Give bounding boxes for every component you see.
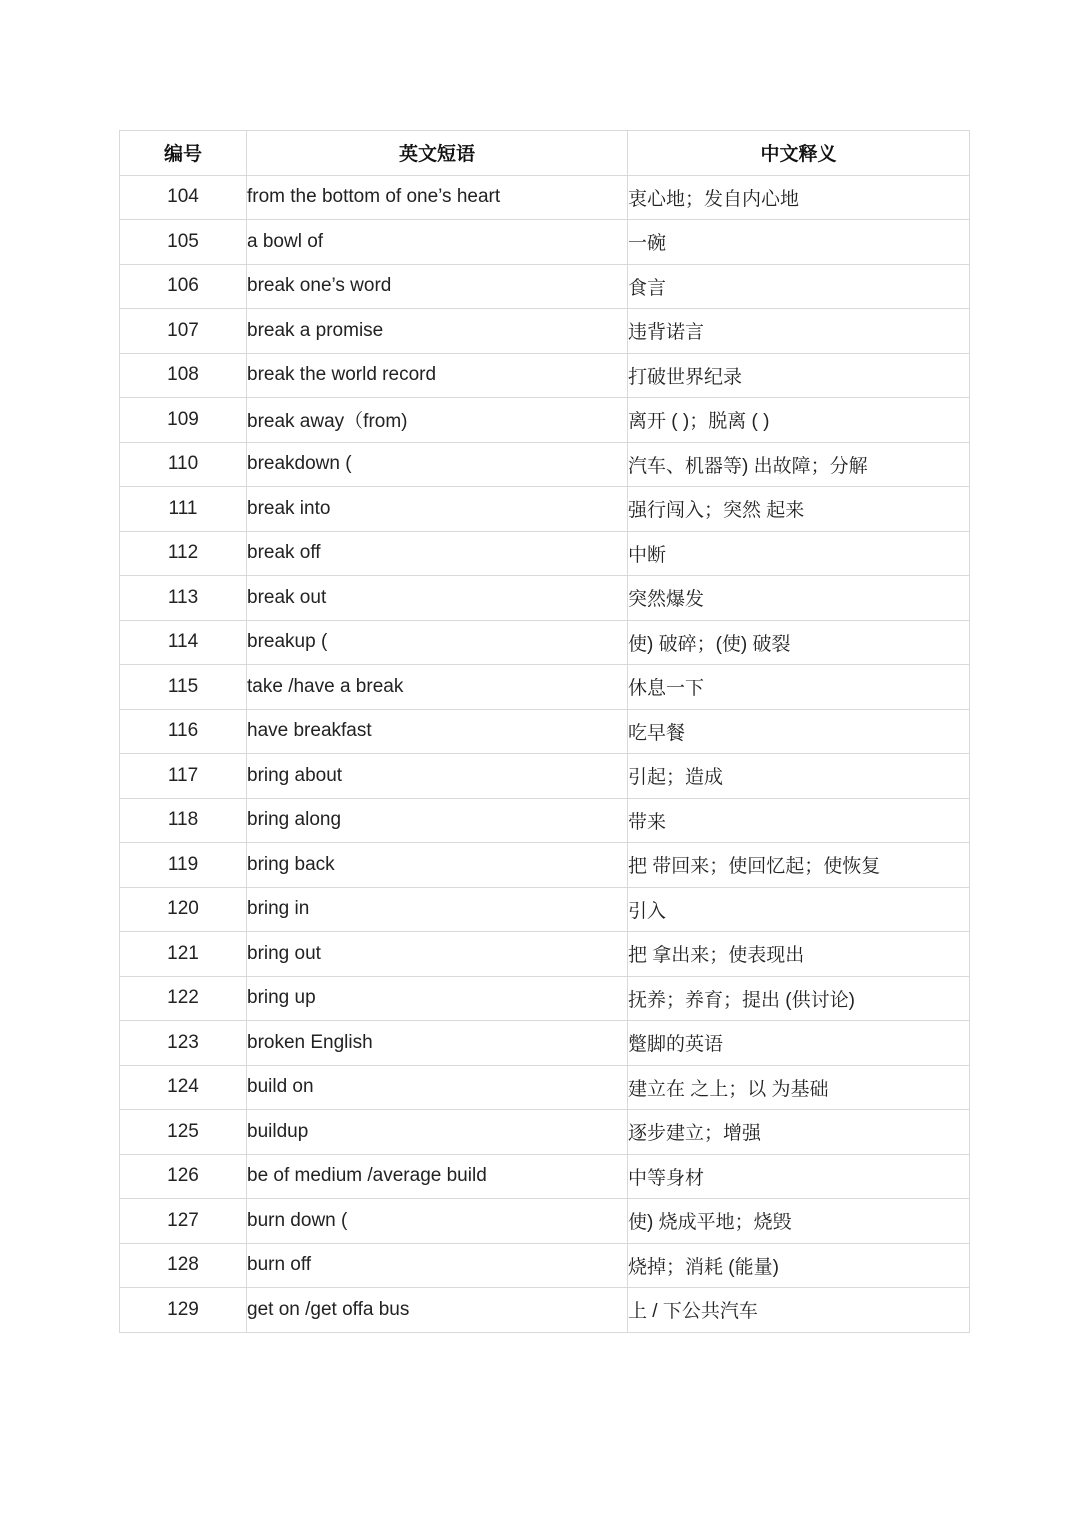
chinese-meaning: 蹩脚的英语 [628, 1021, 970, 1066]
header-chinese-meaning: 中文释义 [628, 131, 970, 176]
english-phrase: break the world record [247, 353, 628, 398]
chinese-meaning: 烧掉；消耗 (能量) [628, 1243, 970, 1288]
english-phrase: break away（from) [247, 398, 628, 443]
row-number: 115 [120, 665, 247, 710]
chinese-meaning: 逐步建立；增强 [628, 1110, 970, 1155]
table-row [120, 1199, 970, 1244]
chinese-meaning: 抚养；养育；提出 (供讨论) [628, 976, 970, 1021]
english-phrase: burn off [247, 1243, 628, 1288]
table-row [120, 887, 970, 932]
english-phrase: breakdown ( [247, 442, 628, 487]
table-row [120, 843, 970, 888]
table-row [120, 353, 970, 398]
table-row [120, 487, 970, 532]
chinese-meaning: 中等身材 [628, 1154, 970, 1199]
row-number: 123 [120, 1021, 247, 1066]
row-number: 128 [120, 1243, 247, 1288]
english-phrase: break off [247, 531, 628, 576]
row-number: 117 [120, 754, 247, 799]
chinese-meaning: 突然爆发 [628, 576, 970, 621]
english-phrase: a bowl of [247, 220, 628, 265]
chinese-meaning: 食言 [628, 264, 970, 309]
row-number: 110 [120, 442, 247, 487]
english-phrase: build on [247, 1065, 628, 1110]
vocabulary-table [119, 130, 970, 1333]
chinese-meaning: 把 拿出来；使表现出 [628, 932, 970, 977]
chinese-meaning: 引起；造成 [628, 754, 970, 799]
english-phrase: bring about [247, 754, 628, 799]
row-number: 116 [120, 709, 247, 754]
chinese-meaning: 离开 ( )；脱离 ( ) [628, 398, 970, 443]
row-number: 120 [120, 887, 247, 932]
table-row [120, 398, 970, 443]
chinese-meaning: 违背诺言 [628, 309, 970, 354]
english-phrase: break one’s word [247, 264, 628, 309]
table-row [120, 220, 970, 265]
row-number: 113 [120, 576, 247, 621]
row-number: 124 [120, 1065, 247, 1110]
table-row [120, 1021, 970, 1066]
english-phrase: bring out [247, 932, 628, 977]
english-phrase: break a promise [247, 309, 628, 354]
english-phrase: have breakfast [247, 709, 628, 754]
row-number: 112 [120, 531, 247, 576]
chinese-meaning: 建立在 之上；以 为基础 [628, 1065, 970, 1110]
header-number: 编号 [120, 131, 247, 176]
table-row [120, 1288, 970, 1333]
english-phrase: buildup [247, 1110, 628, 1155]
chinese-meaning: 衷心地；发自内心地 [628, 175, 970, 220]
table-row [120, 709, 970, 754]
chinese-meaning: 把 带回来；使回忆起；使恢复 [628, 843, 970, 888]
english-phrase: break out [247, 576, 628, 621]
row-number: 122 [120, 976, 247, 1021]
english-phrase: bring in [247, 887, 628, 932]
chinese-meaning: 打破世界纪录 [628, 353, 970, 398]
row-number: 109 [120, 398, 247, 443]
english-phrase: bring back [247, 843, 628, 888]
english-phrase: get on /get offa bus [247, 1288, 628, 1333]
table-row [120, 309, 970, 354]
row-number: 119 [120, 843, 247, 888]
table-row [120, 1065, 970, 1110]
table-row [120, 798, 970, 843]
chinese-meaning: 汽车、机器等) 出故障；分解 [628, 442, 970, 487]
chinese-meaning: 吃早餐 [628, 709, 970, 754]
chinese-meaning: 休息一下 [628, 665, 970, 710]
table-row [120, 1243, 970, 1288]
row-number: 121 [120, 932, 247, 977]
row-number: 105 [120, 220, 247, 265]
english-phrase: burn down ( [247, 1199, 628, 1244]
table-row [120, 976, 970, 1021]
row-number: 129 [120, 1288, 247, 1333]
chinese-meaning: 上 / 下公共汽车 [628, 1288, 970, 1333]
chinese-meaning: 使) 破碎；(使) 破裂 [628, 620, 970, 665]
table-row [120, 264, 970, 309]
chinese-meaning: 使) 烧成平地；烧毁 [628, 1199, 970, 1244]
chinese-meaning: 带来 [628, 798, 970, 843]
row-number: 104 [120, 175, 247, 220]
english-phrase: broken English [247, 1021, 628, 1066]
english-phrase: from the bottom of one’s heart [247, 175, 628, 220]
english-phrase: break into [247, 487, 628, 532]
table-row [120, 932, 970, 977]
table-row [120, 531, 970, 576]
table-row [120, 620, 970, 665]
table-row [120, 442, 970, 487]
table-row [120, 576, 970, 621]
row-number: 108 [120, 353, 247, 398]
english-phrase: bring along [247, 798, 628, 843]
row-number: 114 [120, 620, 247, 665]
table-header-row [120, 131, 970, 176]
table-row [120, 754, 970, 799]
english-phrase: take /have a break [247, 665, 628, 710]
english-phrase: bring up [247, 976, 628, 1021]
table-body [120, 175, 970, 1332]
row-number: 106 [120, 264, 247, 309]
row-number: 111 [120, 487, 247, 532]
header-english-phrase: 英文短语 [247, 131, 628, 176]
row-number: 126 [120, 1154, 247, 1199]
chinese-meaning: 中断 [628, 531, 970, 576]
table-row [120, 1110, 970, 1155]
chinese-meaning: 强行闯入；突然 起来 [628, 487, 970, 532]
row-number: 118 [120, 798, 247, 843]
table-row [120, 1154, 970, 1199]
chinese-meaning: 引入 [628, 887, 970, 932]
chinese-meaning: 一碗 [628, 220, 970, 265]
row-number: 107 [120, 309, 247, 354]
row-number: 125 [120, 1110, 247, 1155]
row-number: 127 [120, 1199, 247, 1244]
english-phrase: breakup ( [247, 620, 628, 665]
table-row [120, 665, 970, 710]
english-phrase: be of medium /average build [247, 1154, 628, 1199]
table-row [120, 175, 970, 220]
